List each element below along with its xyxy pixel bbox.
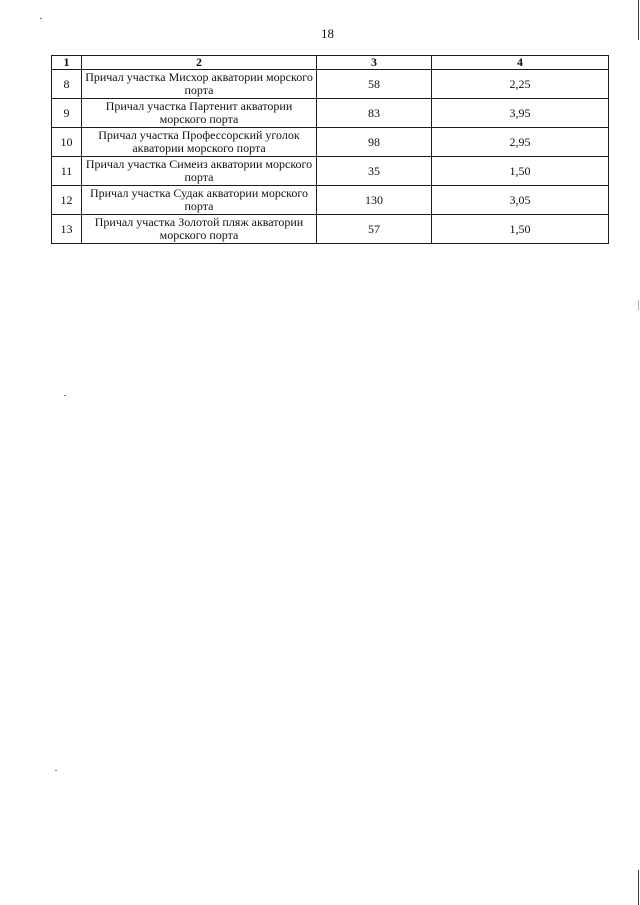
scan-edge-line: [638, 870, 639, 905]
table-row: [52, 157, 609, 186]
col4-value: 3,05: [432, 186, 609, 215]
col4-value: 3,95: [432, 99, 609, 128]
col4-value: 1,50: [432, 215, 609, 244]
row-number: 8: [52, 70, 82, 99]
header-row: [52, 56, 609, 70]
table-body: [52, 70, 609, 244]
table-header: [52, 56, 609, 70]
scan-edge-line: [638, 0, 639, 40]
berth-name: Причал участка Мисхор акватории морского порта: [82, 70, 317, 99]
header-col-1: 1: [52, 56, 82, 70]
data-table: [51, 55, 609, 244]
header-col-2: 2: [82, 56, 317, 70]
row-number: 12: [52, 186, 82, 215]
table-row: [52, 99, 609, 128]
scan-speck: [40, 18, 42, 19]
col4-value: 2,95: [432, 128, 609, 157]
row-number: 9: [52, 99, 82, 128]
header-col-3: 3: [317, 56, 432, 70]
berth-name: Причал участка Симеиз акватории морского порта: [82, 157, 317, 186]
col3-value: 57: [317, 215, 432, 244]
scan-edge-line: [638, 300, 639, 310]
table-row: [52, 70, 609, 99]
col3-value: 58: [317, 70, 432, 99]
row-number: 10: [52, 128, 82, 157]
row-number: 13: [52, 215, 82, 244]
col4-value: 2,25: [432, 70, 609, 99]
col4-value: 1,50: [432, 157, 609, 186]
scan-speck: [55, 770, 57, 771]
table-row: [52, 215, 609, 244]
col3-value: 35: [317, 157, 432, 186]
scan-speck: [64, 395, 66, 396]
berth-name: Причал участка Профессорский уголок акватории морского порта: [82, 128, 317, 157]
berth-name: Причал участка Золотой пляж акватории морского порта: [82, 215, 317, 244]
header-col-4: 4: [432, 56, 609, 70]
table-row: [52, 186, 609, 215]
col3-value: 83: [317, 99, 432, 128]
table-row: [52, 128, 609, 157]
row-number: 11: [52, 157, 82, 186]
col3-value: 130: [317, 186, 432, 215]
col3-value: 98: [317, 128, 432, 157]
berth-name: Причал участка Партенит акватории морского порта: [82, 99, 317, 128]
berth-name: Причал участка Судак акватории морского порта: [82, 186, 317, 215]
page-number: 18: [321, 26, 334, 41]
